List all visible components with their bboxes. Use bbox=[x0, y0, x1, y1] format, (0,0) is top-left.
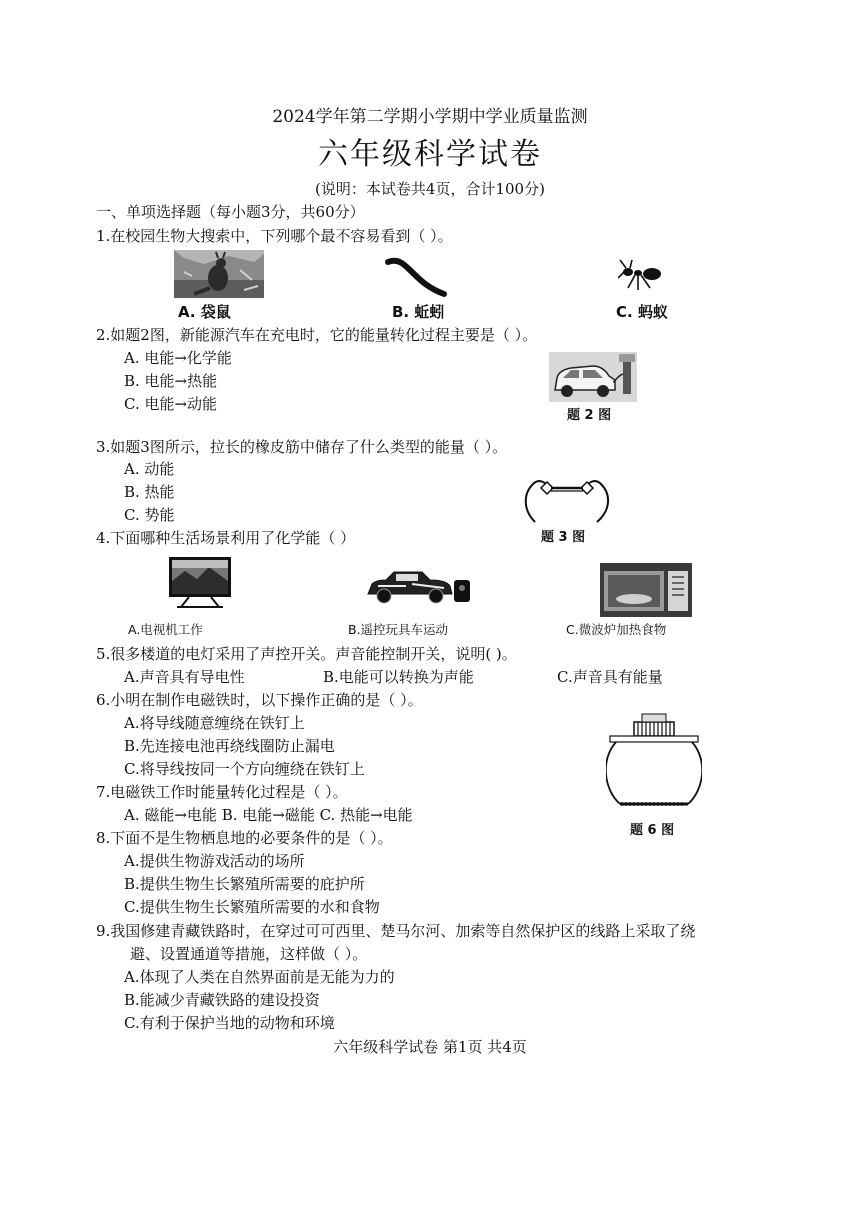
q4-option-a: A.电视机工作 bbox=[128, 622, 203, 637]
q2-option-c: C. 电能→动能 bbox=[124, 395, 218, 413]
q5-option-b: B.电能可以转换为声能 bbox=[323, 668, 474, 686]
toy-car-image bbox=[366, 568, 472, 606]
q6-option-a: A.将导线随意缠绕在铁钉上 bbox=[124, 714, 305, 732]
question-9-stem-line2: 避、设置通道等措施，这样做（ ）。 bbox=[130, 945, 368, 963]
q4-option-b: B.遥控玩具车运动 bbox=[348, 622, 449, 637]
figure-3-caption: 题 3 图 bbox=[541, 530, 586, 545]
q2-option-a: A. 电能→化学能 bbox=[124, 349, 232, 367]
q3-option-a: A. 动能 bbox=[124, 460, 175, 478]
q3-option-c: C. 势能 bbox=[124, 506, 175, 524]
q4-option-c: C.微波炉加热食物 bbox=[566, 622, 667, 637]
figure-2-caption: 题 2 图 bbox=[567, 408, 612, 423]
exam-header: 2024学年第二学期小学期中学业质量监测 bbox=[272, 107, 588, 127]
ant-image bbox=[618, 258, 668, 294]
question-2-stem: 2.如题2图，新能源汽车在充电时，它的能量转化过程主要是（ ）。 bbox=[96, 326, 538, 344]
q1-option-a: A. 袋鼠 bbox=[178, 303, 231, 321]
section-heading: 一、单项选择题（每小题3分，共60分） bbox=[96, 203, 365, 221]
q9-option-c: C.有利于保护当地的动物和环境 bbox=[124, 1014, 335, 1032]
q8-option-b: B.提供生物生长繁殖所需要的庇护所 bbox=[124, 875, 365, 893]
question-9-stem-line1: 9.我国修建青藏铁路时，在穿过可可西里、楚马尔河、加索等自然保护区的线路上采取了绕 bbox=[96, 922, 696, 940]
q7-options: A. 磁能→电能 B. 电能→磁能 C. 热能→电能 bbox=[124, 806, 413, 824]
q1-option-b: B. 蚯蚓 bbox=[392, 303, 445, 321]
question-3-stem: 3.如题3图所示，拉长的橡皮筋中储存了什么类型的能量（ ）。 bbox=[96, 438, 508, 456]
figure-6-caption: 题 6 图 bbox=[630, 823, 675, 838]
q8-option-a: A.提供生物游戏活动的场所 bbox=[124, 852, 305, 870]
question-8-stem: 8.下面不是生物栖息地的必要条件的是（ ）。 bbox=[96, 829, 393, 847]
question-5-stem: 5.很多楼道的电灯采用了声控开关。声音能控制开关，说明( )。 bbox=[96, 645, 517, 663]
q9-option-b: B.能减少青藏铁路的建设投资 bbox=[124, 991, 320, 1009]
question-1-stem: 1.在校园生物大搜索中，下列哪个最不容易看到（ ）。 bbox=[96, 227, 453, 245]
television-image bbox=[167, 555, 233, 609]
question-6-stem: 6.小明在制作电磁铁时，以下操作正确的是（ ）。 bbox=[96, 691, 423, 709]
electromagnet-image bbox=[606, 708, 702, 818]
q3-option-b: B. 热能 bbox=[124, 483, 175, 501]
q9-option-a: A.体现了人类在自然界面前是无能为力的 bbox=[124, 968, 395, 986]
q6-option-c: C.将导线按同一个方向缠绕在铁钉上 bbox=[124, 760, 365, 778]
earthworm-image bbox=[384, 254, 448, 300]
microwave-image bbox=[600, 563, 692, 617]
rubber-band-hands-image bbox=[519, 474, 614, 526]
page-title: 六年级科学试卷 bbox=[318, 137, 542, 172]
exam-note: (说明：本试卷共4页，合计100分) bbox=[315, 180, 545, 198]
page-footer: 六年级科学试卷 第1页 共4页 bbox=[333, 1038, 527, 1056]
question-7-stem: 7.电磁铁工作时能量转化过程是（ ）。 bbox=[96, 783, 348, 801]
q5-option-c: C.声音具有能量 bbox=[557, 668, 663, 686]
question-4-stem: 4.下面哪种生活场景利用了化学能（ ） bbox=[96, 529, 356, 547]
q8-option-c: C.提供生物生长繁殖所需要的水和食物 bbox=[124, 898, 380, 916]
kangaroo-image bbox=[174, 250, 264, 298]
q6-option-b: B.先连接电池再绕线圈防止漏电 bbox=[124, 737, 335, 755]
q5-option-a: A.声音具有导电性 bbox=[124, 668, 245, 686]
charging-car-image bbox=[549, 352, 637, 402]
q1-option-c: C. 蚂蚁 bbox=[616, 303, 668, 321]
q2-option-b: B. 电能→热能 bbox=[124, 372, 218, 390]
